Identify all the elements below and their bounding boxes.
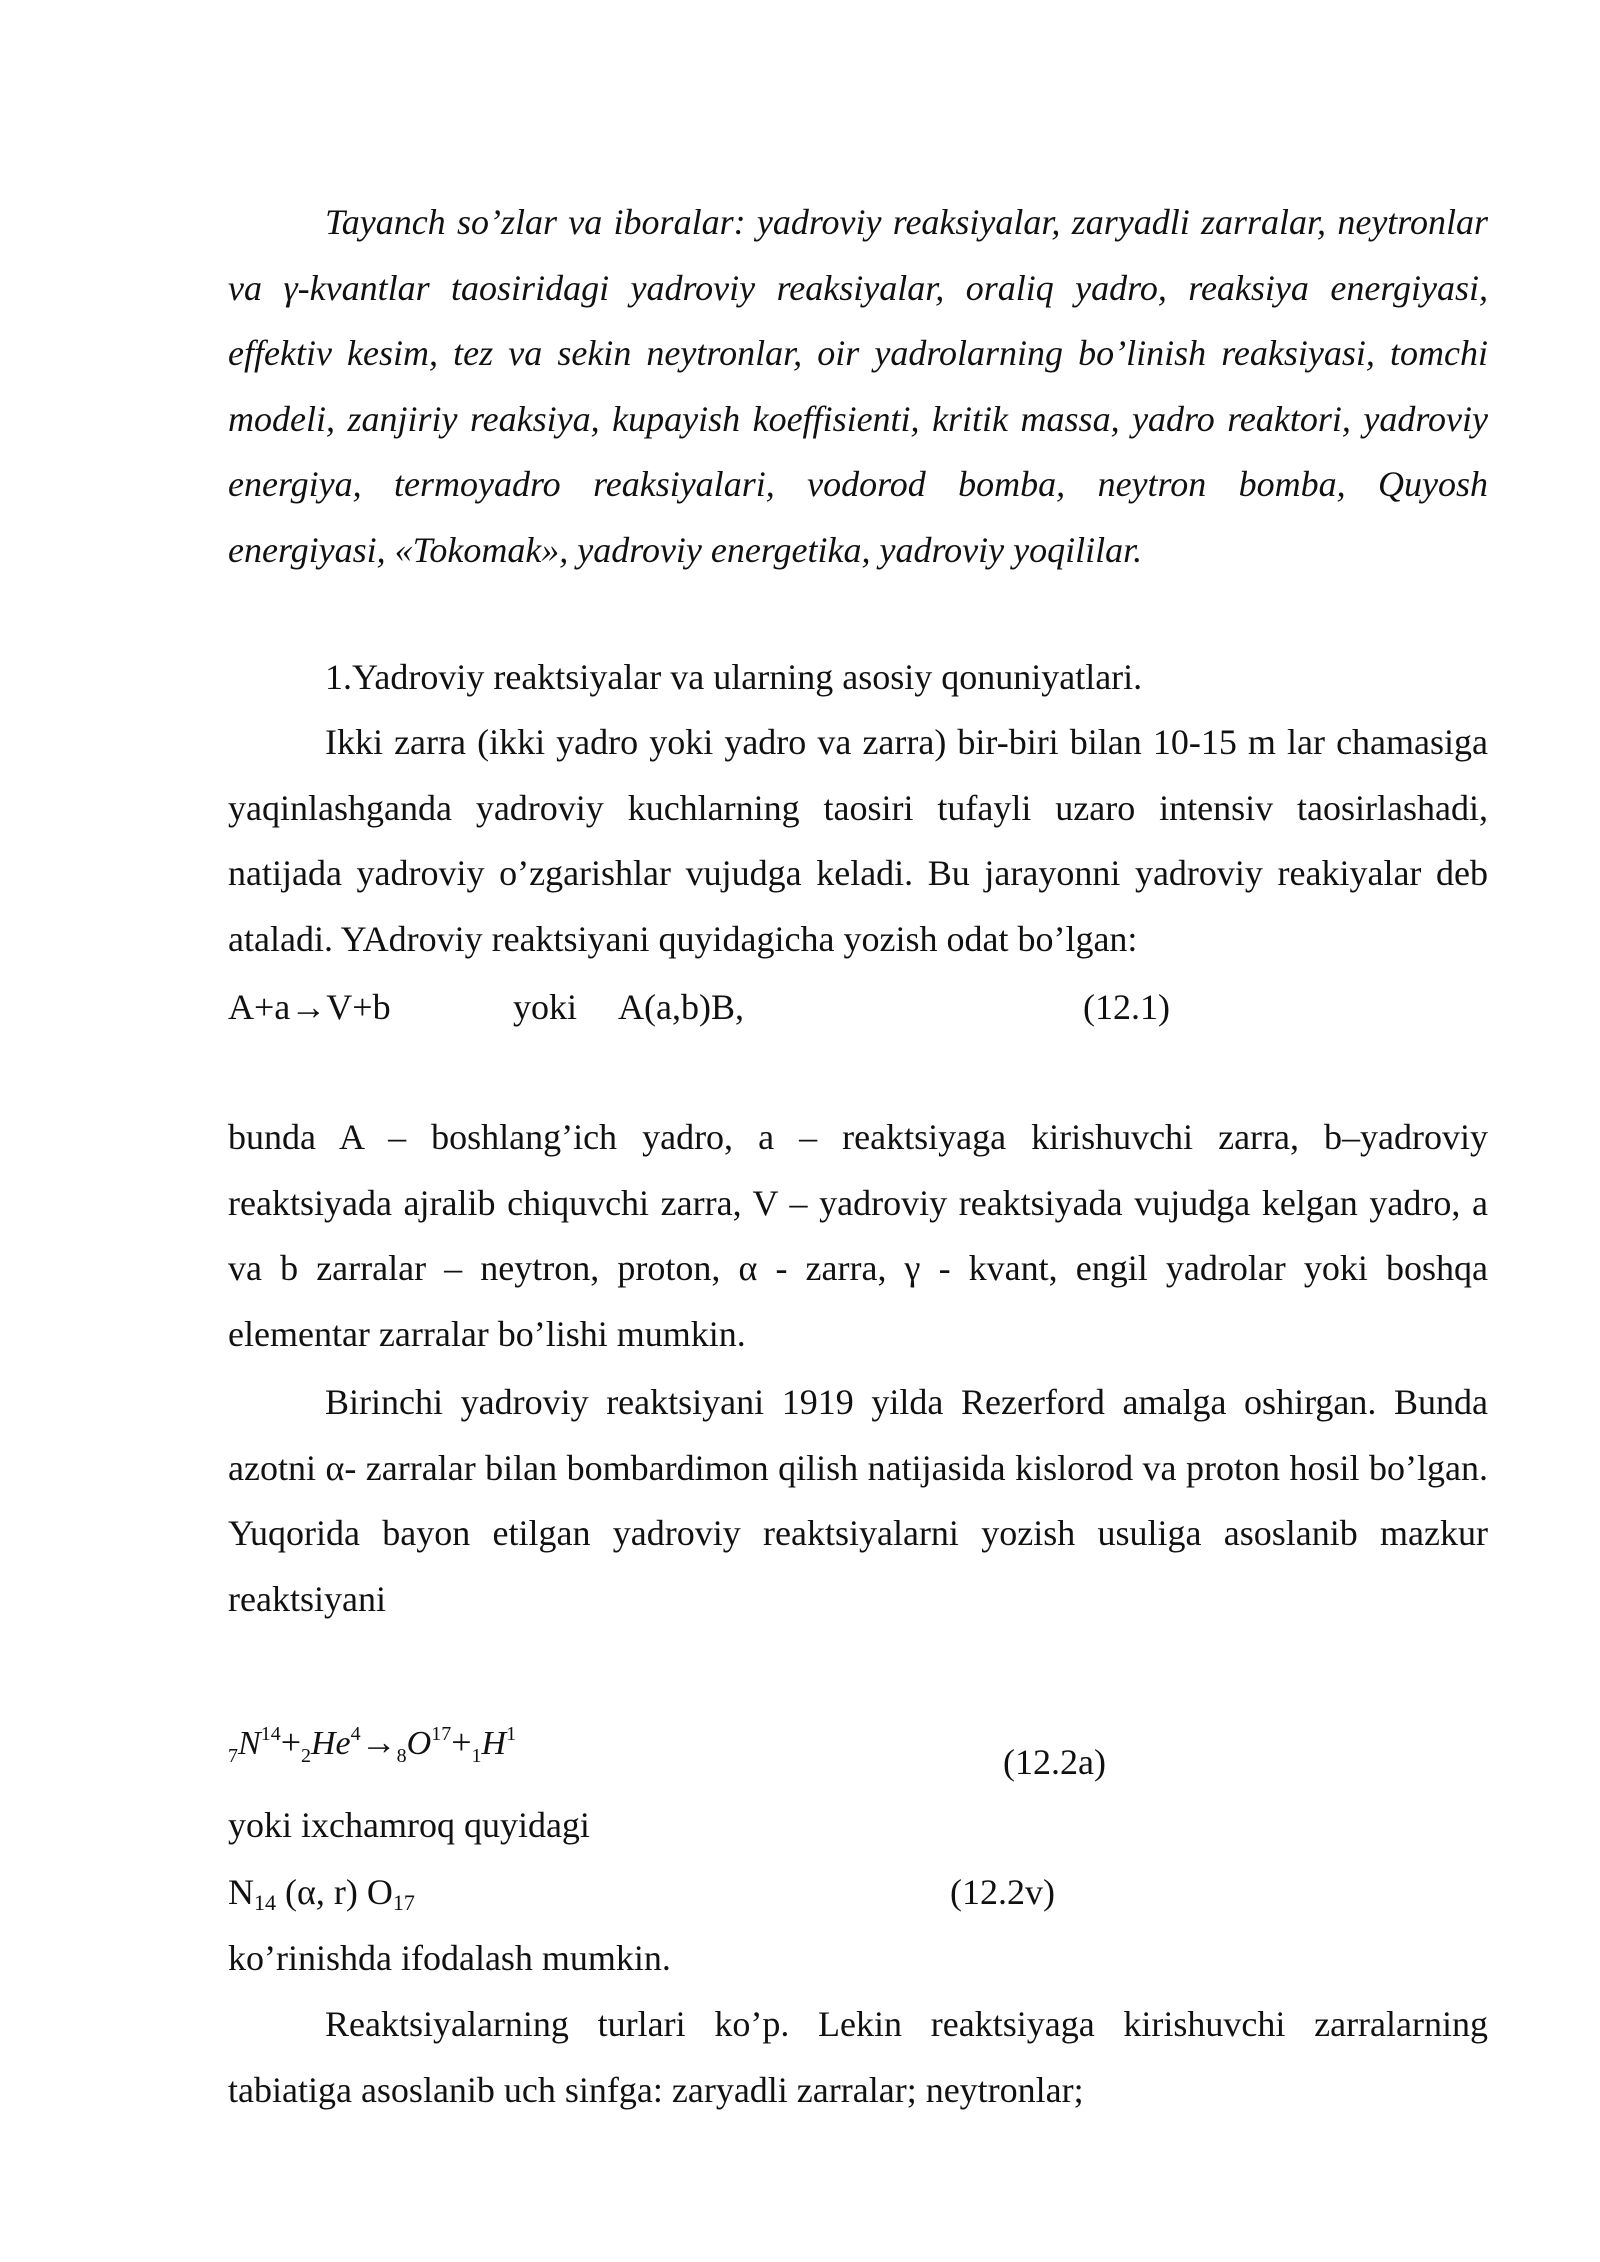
equation-12-2v-number: (12.2v) bbox=[950, 1872, 1055, 1912]
h-symbol: H bbox=[481, 1725, 507, 1762]
o-atomic-number: 8 bbox=[396, 1745, 407, 1767]
equation-12-1-number: (12.1) bbox=[1083, 987, 1170, 1027]
h-mass-number: 1 bbox=[506, 1723, 517, 1745]
paragraph-notation: bunda A – boshlang’ich yadro, a – reaktsiyaga kirishuvchi zarra, b–yadroviy reaktsiyada ajralib chiquvchi zarra, V – yadroviy reaktsiyada vujudga kelgan yadro, a va b zarralar – neytron, proton, α - zarra, γ - kvant, engil yadrolar yoki boshqa elementar zarralar bo’lishi mumkin. bbox=[228, 1117, 1488, 1354]
compact-form-line: yoki ixchamroq quyidagi bbox=[228, 1805, 590, 1845]
equation-12-2a bbox=[228, 1712, 516, 1778]
n-symbol: N bbox=[228, 1872, 254, 1912]
he-atomic-number: 2 bbox=[301, 1745, 311, 1767]
o-mass-number: 17 bbox=[431, 1723, 452, 1745]
n-atomic-number: 7 bbox=[228, 1745, 238, 1767]
equation-12-2a-number: (12.2a) bbox=[1003, 1742, 1106, 1782]
equation-12-1-right: A(a,b)B, bbox=[618, 987, 744, 1027]
keywords-paragraph: Tayanch so’zlar va iboralar: yadroviy reaksiyalar, zaryadli zarralar, neytronlar va γ-kvantlar taosiridagi yadroviy reaksiyalar, oraliq yadro, reaksiya energiyasi, effektiv kesim, tez va sekin neytronlar, oir yadrolarning bo’linish reaksiyasi, tomchi modeli, zanjiriy reaksiya, kupayish koeffisienti, kritik massa, yadro reaktori, yadroviy energiya, termoyadro reaksiyalari, vodorod bomba, neytron bomba, Quyosh energiyasi, «Tokomak», yadroviy energetika, yadroviy yoqililar. bbox=[228, 202, 1488, 570]
reaction-middle: (α, r) O bbox=[276, 1872, 393, 1912]
o-mass-subscript: 17 bbox=[392, 1890, 415, 1915]
plus-sign: + bbox=[280, 1722, 301, 1762]
h-atomic-number: 1 bbox=[471, 1745, 482, 1767]
equation-12-1-middle: yoki bbox=[513, 987, 578, 1027]
plus-sign: + bbox=[451, 1722, 472, 1762]
section-heading: 1.Yadroviy reaktsiyalar va ularning asosiy qonuniyatlari. bbox=[325, 657, 1143, 697]
paragraph-classification: Reaktsiyalarning turlari ko’p. Lekin reaktsiyaga kirishuvchi zarralarning tabiatiga asoslanib uch sinfga: zaryadli zarralar; neytronlar; bbox=[228, 2004, 1488, 2110]
paragraph-rutherford: Birinchi yadroviy reaktsiyani 1919 yilda Rezerford amalga oshirgan. Bunda azotni α- zarralar bilan bombardimon qilish natijasida kislorod va proton hosil bo’lgan. Yuqorida bayon etilgan yadroviy reaktsiyalarni yozish usuliga asoslanib mazkur reaktsiyani bbox=[228, 1382, 1488, 1619]
n-mass-subscript: 14 bbox=[254, 1890, 276, 1915]
arrow-symbol: → bbox=[360, 1722, 397, 1762]
n-mass-number: 14 bbox=[260, 1723, 281, 1745]
he-symbol: He bbox=[311, 1725, 351, 1762]
paragraph-definition: Ikki zarra (ikki yadro yoki yadro va zarra) bir-biri bilan 10-15 m lar chamasiga yaqinlashganda yadroviy kuchlarning taosiri tufayli uzaro intensiv taosirlashadi, natijada yadroviy o’zgarishlar vujudga keladi. Bu jarayonni yadroviy reakiyalar deb ataladi. YAdroviy reaktsiyani quyidagicha yozish odat bo’lgan: bbox=[228, 722, 1488, 959]
n-symbol: N bbox=[238, 1725, 261, 1762]
equation-12-2v bbox=[228, 1870, 415, 1925]
equation-12-1-left: A+a→V+b bbox=[228, 987, 391, 1027]
he-mass-number: 4 bbox=[350, 1723, 361, 1745]
o-symbol: O bbox=[406, 1725, 432, 1762]
expression-line: ko’rinishda ifodalash mumkin. bbox=[228, 1938, 671, 1978]
